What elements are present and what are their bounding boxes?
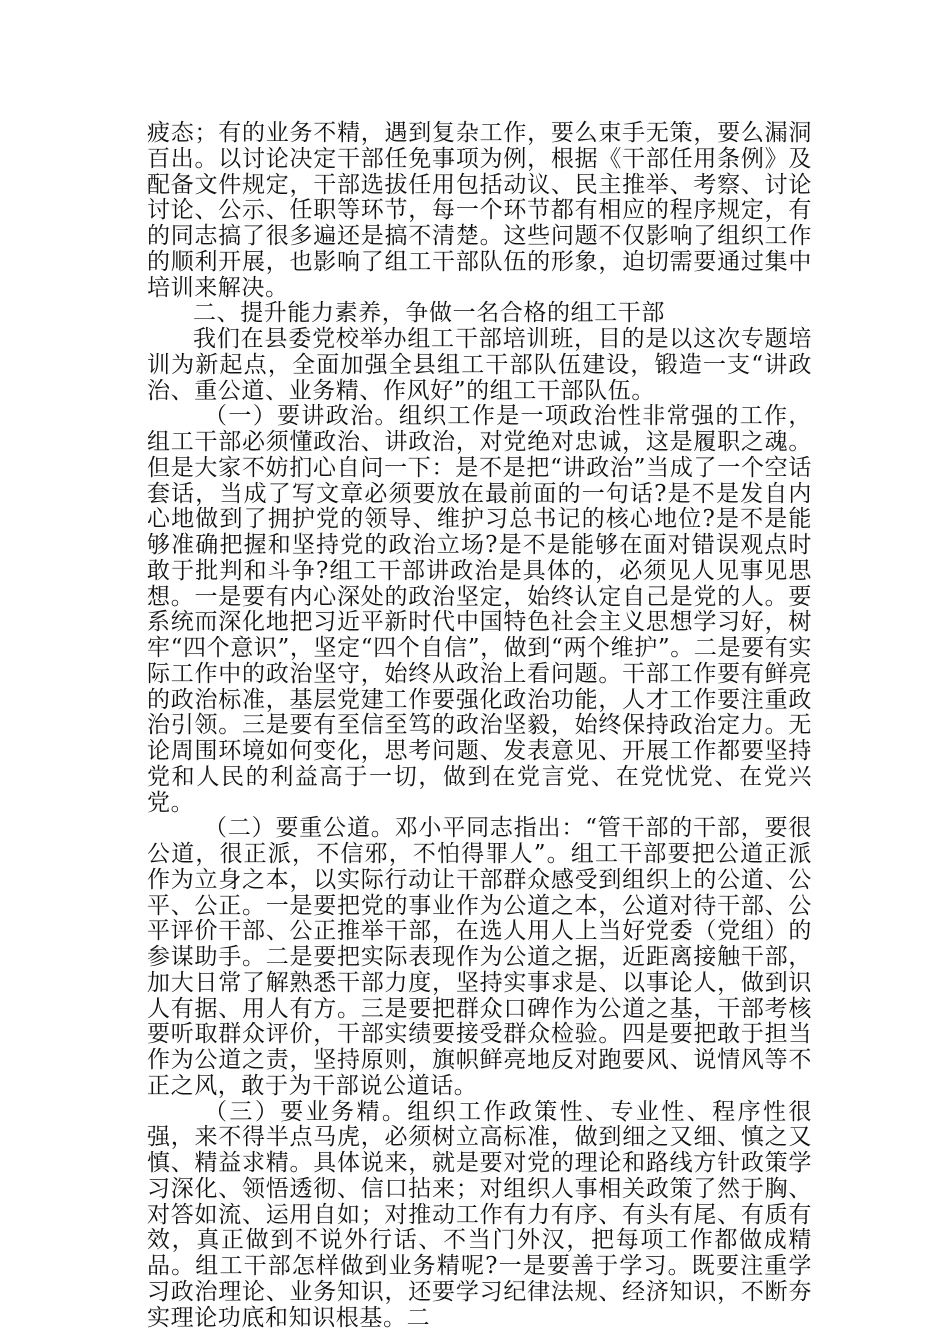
paragraph-politics: （一）要讲政治。组织工作是一项政治性非常强的工作，组工干部必须懂政治、讲政治，对党绝对忠诚，这是履职之魂。但是大家不妨扪心自问一下：是不是把“讲政治”当成了一个空话套话，当成了写文章必须要放在最前面的一句话?是不是发自内心地做到了拥护党的领导、维护习总书记的核心地位?是不是能够准确把握和坚持党的政治立场?是不是能够在面对错误观点时敢于批判和斗争?组工干部讲政治是具体的，必须见人见事见思想。一是要有内心深处的政治坚定，始终认定自己是党的人。要系统而深化地把习近平新时代中国特色社会主义思想学习好，树牢“四个意识”，坚定“四个自信”，做到“两个维护”。二是要有实际工作中的政治坚守，始终从政治上看问题。干部工作要有鲜亮的政治标准，基层党建工作要强化政治功能，人才工作要注重政治引领。三是要有至信至笃的政治坚毅，始终保持政治定力。无论周围环境如何变化，思考问题、发表意见、开展工作都要坚持党和人民的利益高于一切，做到在党言党、在党忧党、在党兴党。 <box>147 403 812 816</box>
paragraph-continued: 疲态；有的业务不精，遇到复杂工作，要么束手无策，要么漏洞百出。以讨论决定干部任免事项为例，根据《干部任用条例》及配备文件规定，干部选拔任用包括动议、民主推举、考察、讨论讨论、公示、任职等环节，每一个环节都有相应的程序规定，有的同志搞了很多遍还是搞不清楚。这些问题不仅影响了组织工作的顺利开展，也影响了组工干部队伍的形象，迫切需要通过集中培训来解决。 <box>147 120 812 301</box>
paragraph-expertise: （三）要业务精。组织工作政策性、专业性、程序性很强，来不得半点马虎，必须树立高标准，做到细之又细、慎之又慎、精益求精。具体说来，就是要对党的理论和路线方针政策学习深化、领悟透彻、信口拈来；对组织人事相关政策了然于胸、对答如流、运用自如；对推动工作有力有序、有头有尾、有质有效，真正做到不说外行话、不当门外汉，把每项工作都做成精品。组工干部怎样做到业务精呢?一是要善于学习。既要注重学习政治理论、业务知识，还要学习纪律法规、经济知识，不断夯实理论功底和知识根基。二 <box>147 1098 812 1331</box>
paragraph-intro: 我们在县委党校举办组工干部培训班，目的是以这次专题培训为新起点，全面加强全县组工干部队伍建设，锻造一支“讲政治、重公道、业务精、作风好”的组工干部队伍。 <box>147 326 812 404</box>
section-heading: 二、提升能力素养，争做一名合格的组工干部 <box>193 300 665 327</box>
paragraph-fairness: （二）要重公道。邓小平同志指出：“管干部的干部，要很公道，很正派，不信邪，不怕得罪人”。组工干部要把公道正派作为立身之本，以实际行动让干部群众感受到组织上的公道、公平、公正。一是要把党的事业作为公道之本，公道对待干部、公平评价干部、公正推举干部，在选人用人上当好党委（党组）的参谋助手。二是要把实际表现作为公道之据，近距离接触干部，加大日常了解熟悉干部力度，坚持实事求是、以事论人，做到识人有据、用人有方。三是要把群众口碑作为公道之基，干部考核要听取群众评价，干部实绩要接受群众检验。四是要把敢于担当作为公道之责，坚持原则，旗帜鲜亮地反对跑要风、说情风等不正之风，敢于为干部说公道话。 <box>147 815 812 1099</box>
document-body <box>147 121 812 1331</box>
